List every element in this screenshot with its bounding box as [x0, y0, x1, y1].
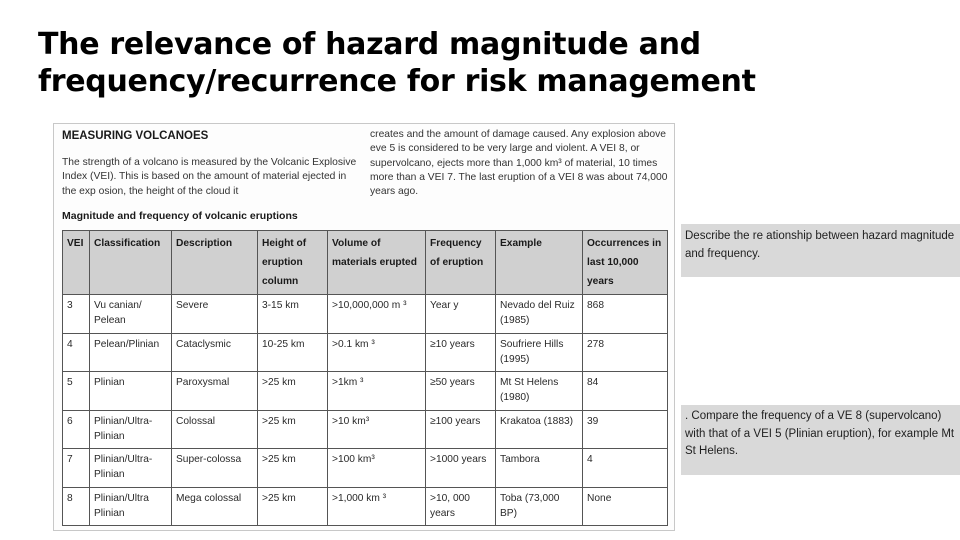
table-row [63, 410, 668, 449]
column-header: Description [172, 231, 258, 295]
table-cell: >10, 000 years [426, 487, 496, 526]
column-header: Occurrences in last 10,000 years [583, 231, 668, 295]
table-cell: 10-25 km [258, 333, 328, 372]
question-2-text: . Compare the frequency of a VE 8 (supervolcano) with that of a VEI 5 (Plinian eruption), for example Mt St Helens. [685, 410, 955, 457]
table-cell: Year y [426, 295, 496, 334]
table-cell: >25 km [258, 449, 328, 488]
table-row [63, 333, 668, 372]
table-cell: >10,000,000 m ³ [328, 295, 426, 334]
table-header-row [63, 231, 668, 295]
table-cell: 3 [63, 295, 90, 334]
table-cell: 7 [63, 449, 90, 488]
table-cell: Cataclysmic [172, 333, 258, 372]
table-cell: Mega colossal [172, 487, 258, 526]
table-cell: Krakatoa (1883) [496, 410, 583, 449]
table-cell: ≥10 years [426, 333, 496, 372]
table-cell: Plinian/Ultra-Plinian [90, 449, 172, 488]
table-cell: Super-colossa [172, 449, 258, 488]
table-cell: 4 [63, 333, 90, 372]
table-cell: Severe [172, 295, 258, 334]
column-header: VEI [63, 231, 90, 295]
table-cell: >100 km³ [328, 449, 426, 488]
table-cell: >10 km³ [328, 410, 426, 449]
table-cell: 8 [63, 487, 90, 526]
slide-title-line-2: frequency/recurrence for risk management [38, 64, 756, 99]
column-header: Volume of materials erupted [328, 231, 426, 295]
table-heading: Magnitude and frequency of volcanic eruptions [62, 210, 298, 222]
table-cell: >1000 years [426, 449, 496, 488]
table-cell: 868 [583, 295, 668, 334]
table-cell: ≥100 years [426, 410, 496, 449]
slide-title-line-1: The relevance of hazard magnitude and [38, 27, 701, 62]
table-cell: >25 km [258, 410, 328, 449]
table-cell: >0.1 km ³ [328, 333, 426, 372]
excerpt-heading: MEASURING VOLCANOES [62, 130, 209, 142]
excerpt-intro-left: The strength of a volcano is measured by the Volcanic Explosive Index (VEI). This is based on the amount of material ejected in the exp osion, the height of the cloud it [62, 157, 357, 197]
table-cell: Plinian/Ultra Plinian [90, 487, 172, 526]
table-row [63, 487, 668, 526]
textbook-excerpt [53, 123, 675, 531]
table-cell: 3-15 km [258, 295, 328, 334]
table-cell: Toba (73,000 BP) [496, 487, 583, 526]
slide-title [38, 26, 938, 100]
table-cell: Tambora [496, 449, 583, 488]
table-cell: 4 [583, 449, 668, 488]
table-cell: >25 km [258, 372, 328, 411]
table-cell: Paroxysmal [172, 372, 258, 411]
question-1-box [681, 224, 960, 277]
table-cell: 5 [63, 372, 90, 411]
table-cell: >1,000 km ³ [328, 487, 426, 526]
question-1-text: Describe the re ationship between hazard magnitude and frequency. [685, 230, 955, 260]
column-header: Example [496, 231, 583, 295]
excerpt-intro-right: creates and the amount of damage caused. Any explosion above eve 5 is considered to be very large and violent. A VEI 8, or supervolcano, ejects more than 1,000 km³ of material, 10 times more than a VEI 7. The last eruption of a VEI 8 was about 74,000 years ago. [370, 129, 668, 198]
table-cell: 6 [63, 410, 90, 449]
table-cell: None [583, 487, 668, 526]
table-cell: Nevado del Ruiz (1985) [496, 295, 583, 334]
vei-table [62, 230, 668, 526]
table-cell: >25 km [258, 487, 328, 526]
column-header: Classification [90, 231, 172, 295]
question-2-box [681, 405, 960, 475]
table-cell: Plinian/Ultra-Plinian [90, 410, 172, 449]
table-cell: >1km ³ [328, 372, 426, 411]
table-cell: Vu canian/ Pelean [90, 295, 172, 334]
table-cell: Pelean/Plinian [90, 333, 172, 372]
table-row [63, 295, 668, 334]
table-cell: 39 [583, 410, 668, 449]
table-row [63, 372, 668, 411]
table-cell: Colossal [172, 410, 258, 449]
table-cell: Mt St Helens (1980) [496, 372, 583, 411]
table-cell: 278 [583, 333, 668, 372]
table-row [63, 449, 668, 488]
table-cell: ≥50 years [426, 372, 496, 411]
table-cell: 84 [583, 372, 668, 411]
table-cell: Soufriere Hills (1995) [496, 333, 583, 372]
column-header: Frequency of eruption [426, 231, 496, 295]
column-header: Height of eruption column [258, 231, 328, 295]
table-cell: Plinian [90, 372, 172, 411]
